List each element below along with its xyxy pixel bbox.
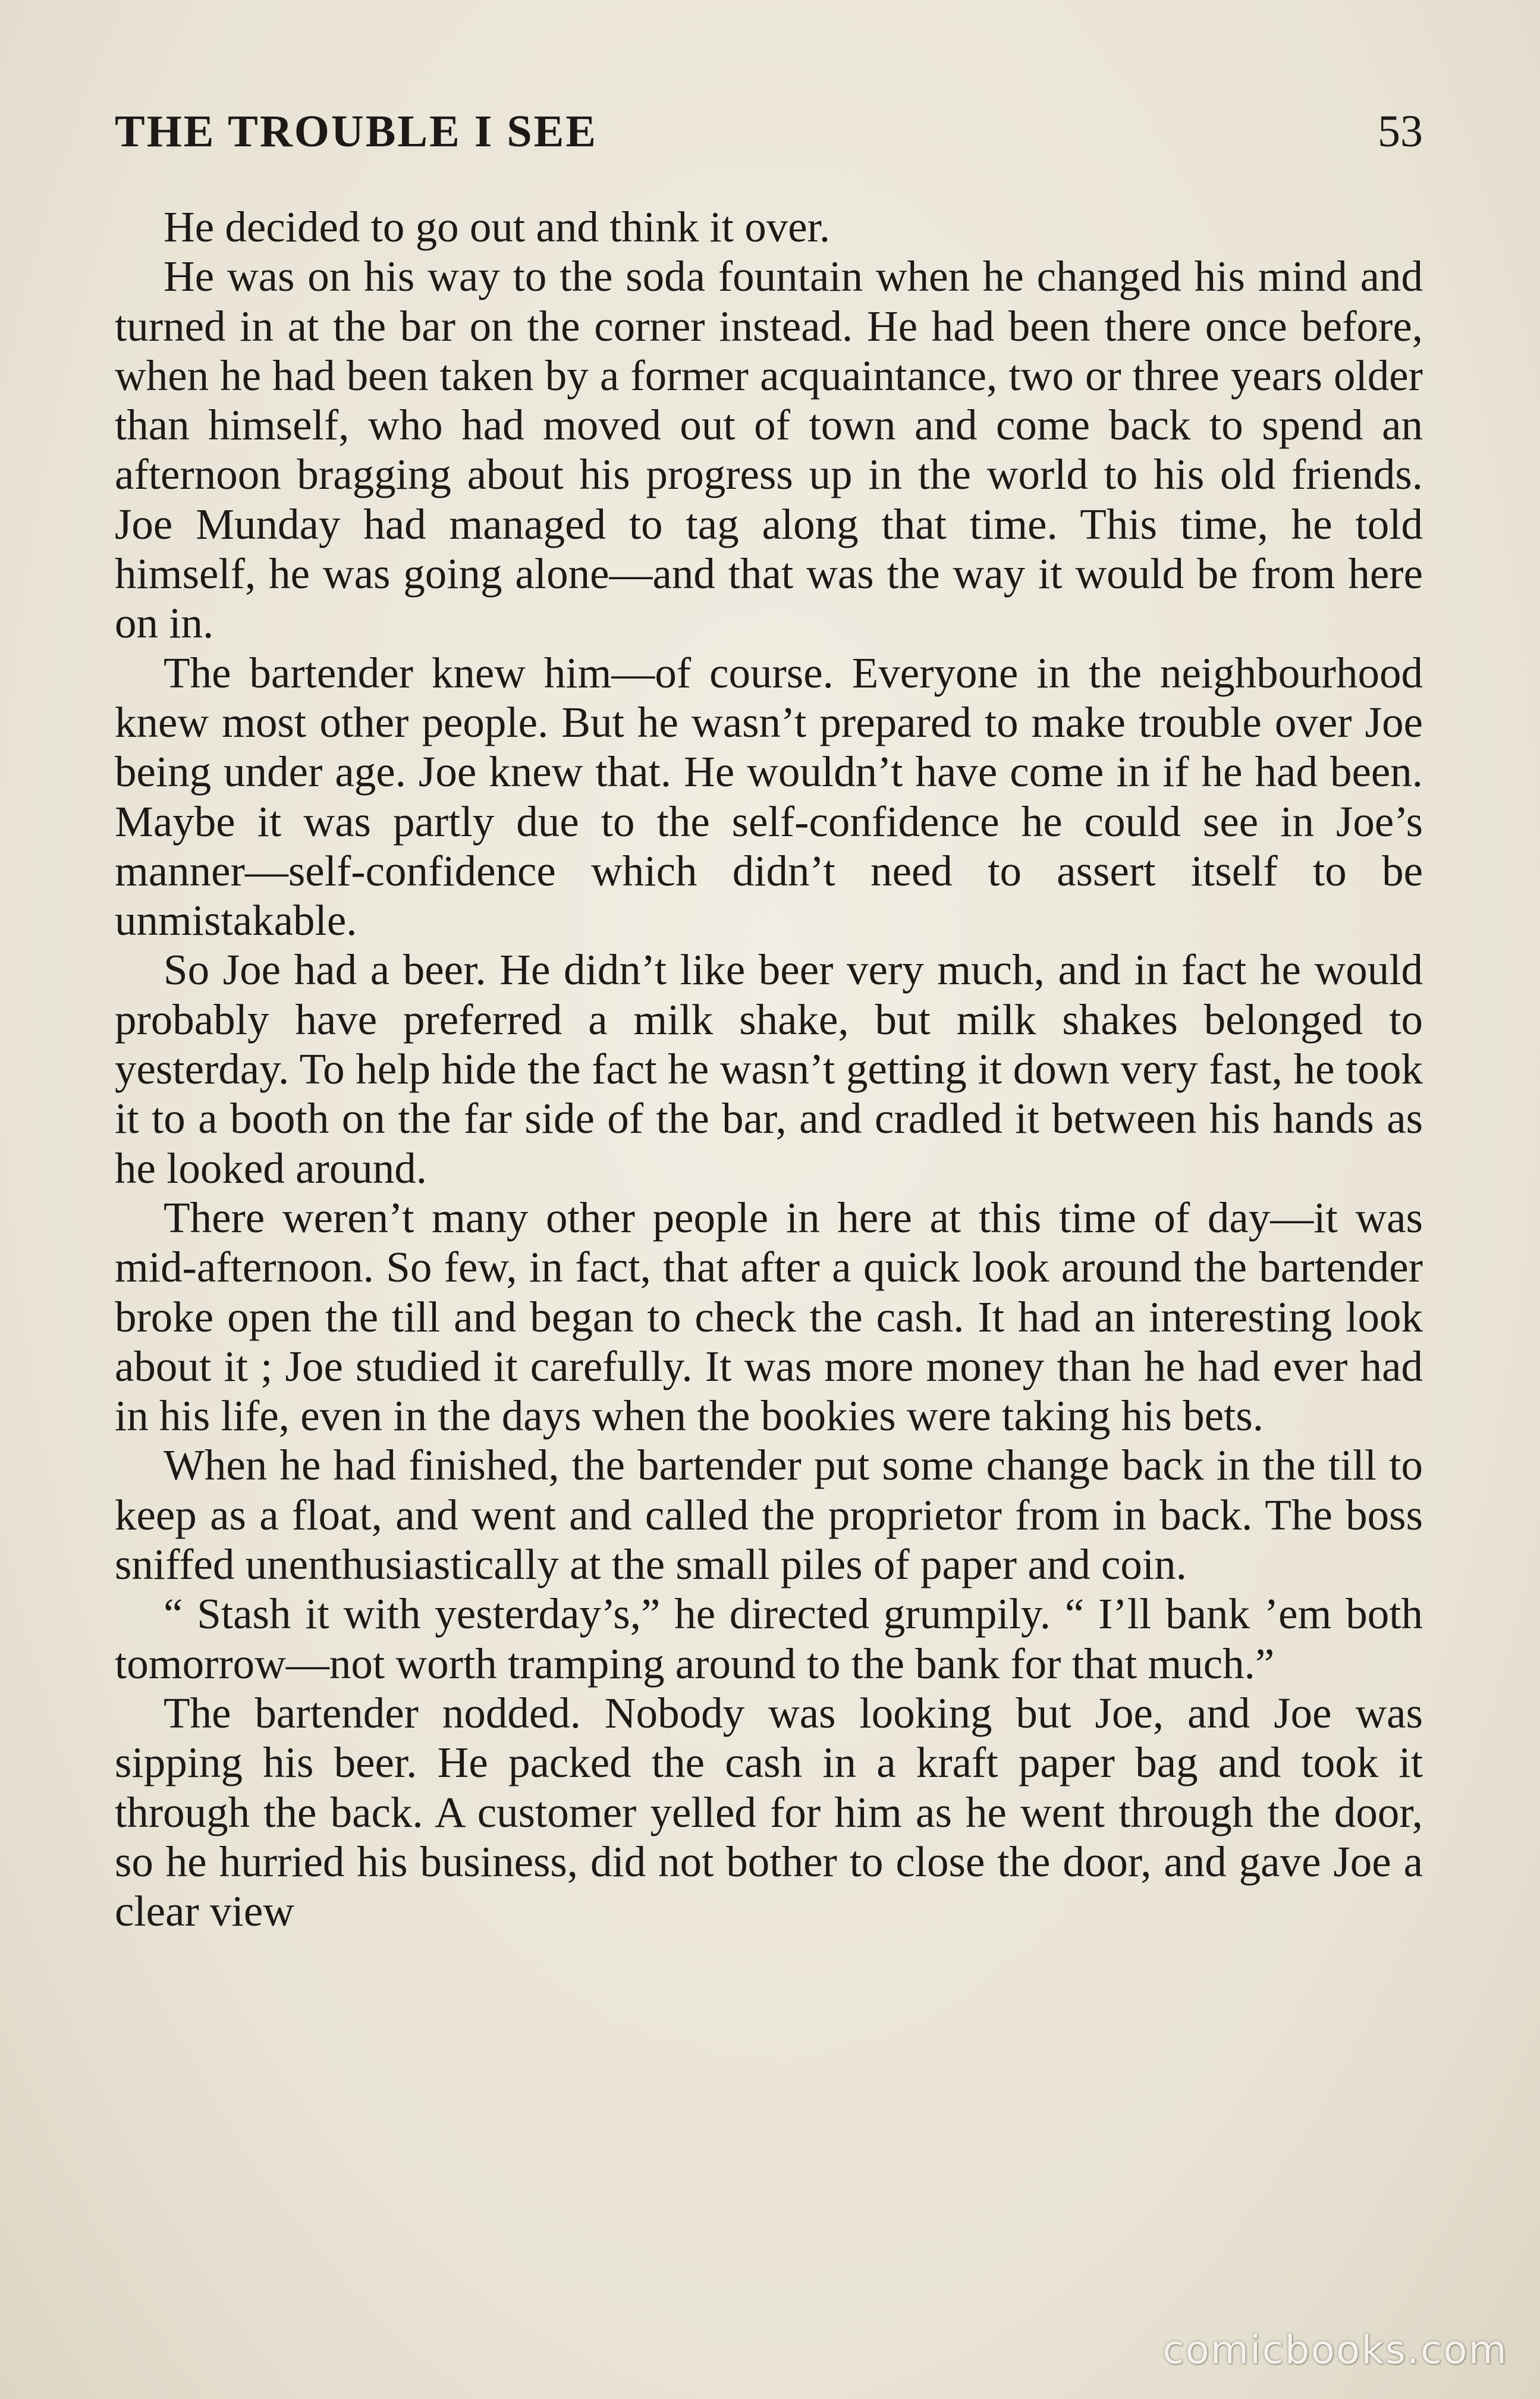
paragraph: When he had finished, the bartender put some change back in the till to keep as a float, and went and called the proprietor from in back. The boss sniffed unenthusiastically at the small piles of paper and coin. bbox=[115, 1441, 1423, 1589]
paragraph: So Joe had a beer. He didn’t like beer very much, and in fact he would probably have preferred a milk shake, but milk shakes belonged to yesterday. To help hide the fact he wasn’t getting it down very fast, he took it to a booth on the far side of the bar, and cradled it between his hands as he looked around. bbox=[115, 946, 1423, 1192]
running-title: THE TROUBLE I SEE bbox=[115, 106, 598, 156]
watermark: comicbooks.com bbox=[1162, 2327, 1508, 2373]
page-number: 53 bbox=[1378, 106, 1423, 156]
paragraph: “ Stash it with yesterday’s,” he directed grumpily. “ I’ll bank ’em both tomorrow—not worth tramping around to the bank for that much.” bbox=[115, 1590, 1423, 1688]
paragraph: There weren’t many other people in here at this time of day—it was mid-afternoon. So few, in fact, that after a quick look around the bartender broke open the till and began to check the cash. It had an interesting look about it ; Joe studied it carefully. It was more money than he had ever had in his life, even in the days when the bookies were taking his bets. bbox=[115, 1193, 1423, 1440]
running-head bbox=[115, 105, 1423, 158]
paragraph: The bartender nodded. Nobody was looking but Joe, and Joe was sipping his beer. He packed the cash in a kraft paper bag and took it through the back. A customer yelled for him as he went through the door, so he hurried his business, did not bother to close the door, and gave Joe a clear view bbox=[115, 1688, 1423, 1936]
paragraph: He decided to go out and think it over. bbox=[164, 203, 831, 251]
paragraph: The bartender knew him—of course. Everyone in the neighbourhood knew most other people. But he wasn’t prepared to make trouble over Joe being under age. Joe knew that. He wouldn’t have come in if he had been. Maybe it was partly due to the self-confidence he could see in Joe’s manner—self-confidence which didn’t need to assert itself to be unmistakable. bbox=[115, 648, 1423, 945]
body-text bbox=[115, 202, 1423, 1936]
paragraph: He was on his way to the soda fountain when he changed his mind and turned in at the bar on the corner instead. He had been there once before, when he had been taken by a former acquaintance, two or three years older than himself, who had moved out of town and come back to spend an afternoon bragging about his progress up in the world to his old friends. Joe Munday had managed to tag along that time. This time, he told himself, he was going alone—and that was the way it would be from here on in. bbox=[115, 252, 1423, 648]
